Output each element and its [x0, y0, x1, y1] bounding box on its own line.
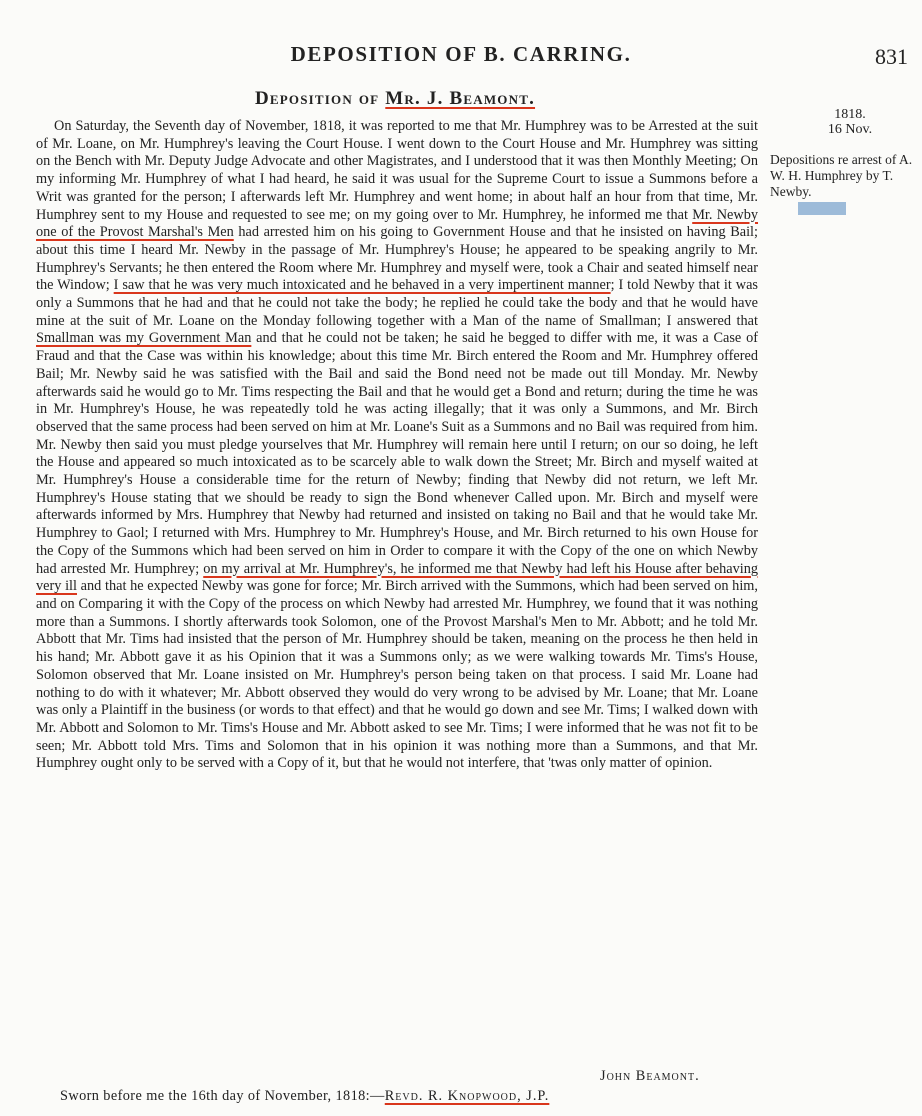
margin-date [792, 107, 908, 137]
running-head: DEPOSITION OF B. CARRING. [290, 42, 632, 66]
margin-year: 1818. [834, 107, 866, 122]
body-segment: and that he could not be taken; he said he begged to differ with me, it was a Case of Fraud and that the Case was within his knowledge; about this time Mr. Birch entered the Room and Mr. Humphrey offered Bail; Mr. Newby said he was satisfied with the Bail and said the Bond need not be made out till Monday. Mr. Newby afterwards said he would go to Mr. Tims respecting the Bail and that he would get a Bond and return; during the time he was in Mr. Humphrey's House, he was repeatedly told he was acting illegally; that it was only a Summons, and Mr. Birch observed that the same process had been served on him at Mr. Loane's Suit as a Summons and no Bail was required from him. Mr. Newby then said you must pledge yourselves that Mr. Humphrey will remain here until I return; on our so doing, he left the House and appeared so much intoxicated as to be scarcely able to walk down the Street; Mr. Birch and myself waited at Mr. Humphrey's House a considerable time for the return of Newby; finding that Newby did not return, we left Mr. Humphrey's House stating that we should be ready to sign the Bond whenever Called upon. Mr. Birch and myself were afterwards informed by Mrs. Humphrey that Newby had returned and insisted on taking no Bail and that he would take Mr. Humphrey to Gaol; I returned with Mrs. Humphrey to Mr. Humphrey's House, and Mr. Birch returned to his own House for the Copy of the Summons which had been served on him in Order to compare it with the Copy of the one on which Newby had arrested Mr. Humphrey; [36, 330, 758, 577]
sworn-line [60, 1088, 549, 1105]
body-segment: On Saturday, the Seventh day of November, 1818, it was reported to me that Mr. Humphrey was to be Arrested at the suit of Mr. Loane, on Mr. Humphrey's leaving the Court House. I went down to the Court House and Mr. Humphrey was sitting on the Bench with Mr. Deputy Judge Advocate and other Magistrates, and I understood that it was then Monthly Meeting; On my informing Mr. Humphrey of what I had heard, he said it was usual for the Supreme Court to issue a Summons before a Writ was granted for the person; I afterwards left Mr. Humphrey and went home; in about half an hour from that time, Mr. Humphrey sent to my House and requested to see me; on my going over to Mr. Humphrey, he informed me that [36, 118, 758, 223]
body-segment: ; I told Newby that it was only a Summons that he had and that he could not take the body; he replied he could take the body and that he would have mine at the suit of Mr. Loane on the Monday following together with a Man of the name of Smallman; I answered that [36, 277, 758, 329]
body-segment: and that he expected Newby was gone for force; Mr. Birch arrived with the Summons, which had been served on him, and on Comparing it with the Copy of the process on which Newby had arrested Mr. Humphrey, we found that it was nothing more than a Summons. I shortly afterwards took Solomon, one of the Provost Marshal's Men to Mr. Abbott; and he told Mr. Abbott that Mr. Tims had insisted that the person of Mr. Humphrey should be taken, meaning on the process he then held in his hand; Mr. Abbott gave it as his Opinion that it was a Summons only; as we were walking towards Mr. Tims's House, Solomon observed that Mr. Loane insisted on Mr. Humphrey's person being taken on that process. I said Mr. Loane had nothing to do with it whatever; Mr. Abbott observed they would do very wrong to be advised by Mr. Loane; that Mr. Loane was only a Plaintiff in the business (or words to that effect) and that he would go down and see Mr. Tims; I walked down with Mr. Abbott and Solomon to Mr. Tims's House and Mr. Abbott asked to see Mr. Tims; I were informed that he was not fit to be seen; Mr. Abbott told Mrs. Tims and Solomon that in his opinion it was nothing more than a Summons, and that Mr. Humphrey ought only to be served with a Copy of it, but that he would not interfere, that 'twas only matter of opinion. [36, 578, 758, 772]
deposition-heading [0, 88, 790, 110]
deposition-body [36, 118, 758, 773]
sworn-text: Sworn before me the 16th day of November, 1818:— [60, 1088, 385, 1104]
underlined-passage: Smallman was my Government Man [36, 330, 252, 347]
signature: John Beamont. [600, 1068, 700, 1084]
highlight-mark [798, 202, 846, 215]
margin-note [770, 152, 920, 215]
margin-day: 16 Nov. [827, 122, 873, 137]
body-paragraph [36, 118, 758, 773]
heading-prefix: Deposition of [254, 88, 386, 109]
page-number: 831 [875, 44, 908, 69]
underlined-passage: I saw that he was very much intoxicated and he behaved in a very impertinent manner [113, 277, 611, 294]
underlined-passage: on my arrival at Mr. Humphrey's, he informed me that Newby had left his House after behaving very ill [36, 560, 759, 595]
heading-name: Mr. J. Beamont. [385, 88, 536, 109]
margin-note-text: Depositions re arrest of A. W. H. Humphrey by T. Newby. [770, 152, 913, 199]
body-segment: had arrested him on his going to Government House and that he insisted on having Bail; about this time I heard Mr. Newby in the passage of Mr. Humphrey's House; he appeared to be speaking angrily to Mr. Humphrey's Servants; he then entered the Room where Mr. Humphrey and myself were, took a Chair and seated himself near the Window; [36, 224, 759, 294]
underlined-passage: Mr. Newby one of the Provost Marshal's Men [36, 206, 759, 241]
sworn-signatory: Revd. R. Knopwood, J.P. [384, 1088, 550, 1104]
